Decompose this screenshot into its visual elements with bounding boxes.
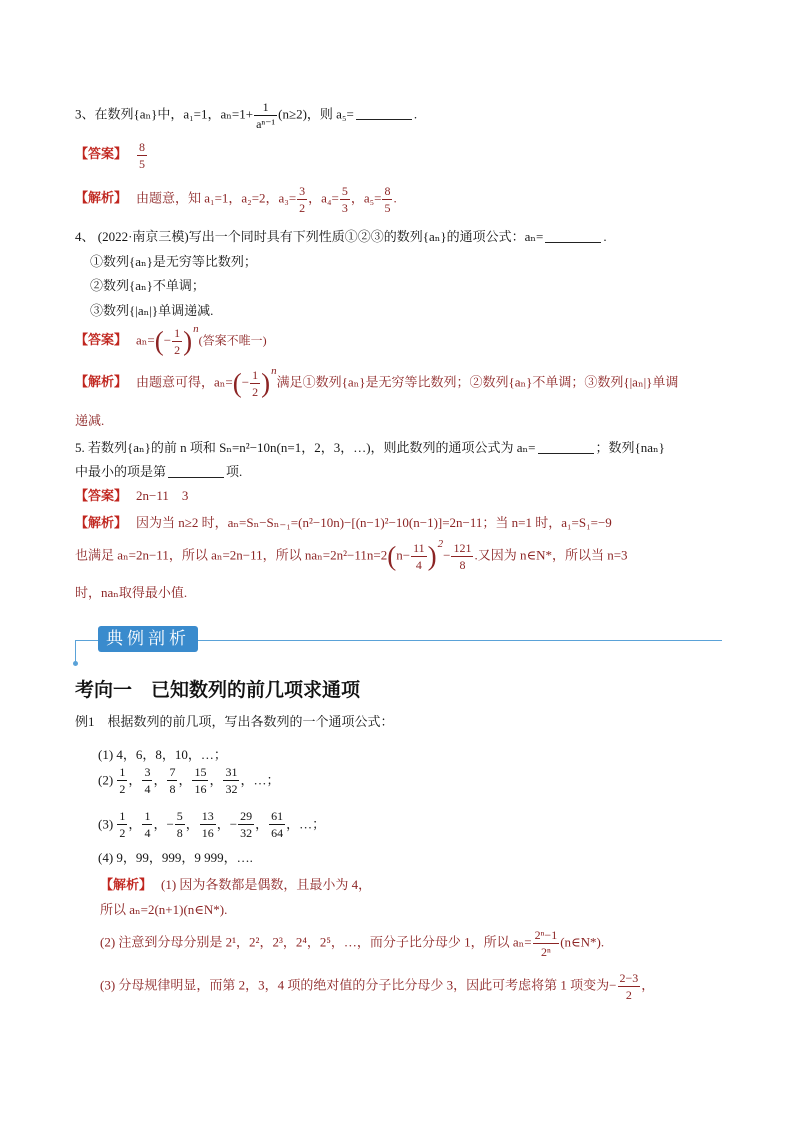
fraction-denominator: 2 bbox=[174, 343, 181, 357]
fraction-denominator: 16 bbox=[194, 782, 207, 796]
section-heading: 考向一 已知数列的前几项求通项 bbox=[75, 679, 361, 701]
minus-sign: − bbox=[163, 332, 172, 348]
example-1-item-1: (1) 4，6，8，10，…； bbox=[98, 747, 227, 762]
fraction bbox=[254, 100, 277, 131]
item-label: (3) bbox=[98, 816, 117, 832]
question-4-analysis-continued: 递减. bbox=[75, 413, 105, 428]
example-1-analysis bbox=[100, 873, 371, 897]
question-5-answer bbox=[75, 484, 188, 508]
right-parenthesis: ) bbox=[261, 368, 271, 398]
fraction-numerator: 3 bbox=[299, 184, 306, 198]
exponent: n bbox=[271, 365, 277, 378]
question-4-stem: 4、 (2022·南京三模)写出一个同时具有下列性质①②③的数列{aₙ}的通项公式：aₙ= bbox=[75, 229, 544, 244]
analysis-text: 因为当 n≥2 时，aₙ=Sₙ−Sₙ₋₁=(n²−10n)−[(n−1)²−10(n−1)]=2n−11；当 n=1 时，a₁=S₁=−9 bbox=[136, 515, 612, 530]
analysis-text: 也满足 aₙ=2n−11，所以 aₙ=2n−11，所以 naₙ=2n²−11n=2 bbox=[75, 547, 388, 563]
answer-note: (答案不唯一) bbox=[198, 333, 267, 348]
fraction-numerator: 8 bbox=[384, 184, 391, 198]
fraction bbox=[269, 809, 285, 840]
fraction bbox=[117, 809, 127, 840]
fraction-numerator: 31 bbox=[225, 765, 238, 779]
fraction-numerator: 8 bbox=[139, 140, 146, 154]
example-1-item-3 bbox=[98, 809, 325, 840]
answer-fraction bbox=[137, 140, 147, 171]
fraction bbox=[238, 809, 254, 840]
separator: ， bbox=[128, 816, 142, 832]
punctuation: . bbox=[603, 229, 607, 244]
fraction bbox=[175, 809, 185, 840]
fraction-denominator: 64 bbox=[271, 826, 284, 840]
fraction bbox=[167, 765, 177, 796]
fraction-numerator: 13 bbox=[201, 809, 214, 823]
fraction-numerator: 2−3 bbox=[619, 971, 639, 985]
question-5-stem-part: ；数列{naₙ} bbox=[595, 440, 665, 455]
fraction bbox=[117, 765, 127, 796]
separator: ，− bbox=[216, 816, 238, 832]
fraction-denominator: 2 bbox=[299, 201, 306, 215]
fraction-denominator: 3 bbox=[341, 201, 348, 215]
fraction bbox=[533, 928, 560, 959]
fraction-numerator: 15 bbox=[194, 765, 207, 779]
exponent: 2 bbox=[437, 538, 444, 551]
question-3-condition: (n≥2)，则 a₅= bbox=[278, 106, 354, 122]
analysis-text: ，a₄= bbox=[308, 190, 339, 206]
fraction bbox=[142, 765, 152, 796]
property-2: ②数列{aₙ}不单调； bbox=[90, 278, 205, 293]
property-1: ①数列{aₙ}是无穷等比数列； bbox=[90, 254, 257, 269]
question-5-stem-part: 中最小的项是第 bbox=[75, 464, 167, 479]
minus-sign: − bbox=[241, 374, 250, 390]
answer-label: 【答案】 bbox=[75, 488, 128, 503]
fraction-denominator: 4 bbox=[144, 826, 151, 840]
minus-sign: − bbox=[443, 547, 451, 563]
fraction-numerator: 1 bbox=[144, 809, 151, 823]
fraction-numerator: 5 bbox=[176, 809, 183, 823]
analysis-text: (n∈N*). bbox=[560, 934, 605, 950]
analysis-label: 【解析】 bbox=[75, 190, 128, 206]
fraction-numerator: 7 bbox=[169, 765, 176, 779]
separator: ， bbox=[185, 816, 199, 832]
property-3: ③数列{|aₙ|}单调递减. bbox=[90, 303, 214, 318]
fraction bbox=[142, 809, 152, 840]
analysis-label: 【解析】 bbox=[75, 374, 128, 390]
right-parenthesis: ) bbox=[183, 326, 193, 356]
fraction-denominator: 2 bbox=[119, 826, 126, 840]
fraction-denominator: 4 bbox=[144, 782, 151, 796]
fraction bbox=[200, 809, 216, 840]
question-5-analysis-line-2 bbox=[75, 538, 628, 572]
fraction-numerator: 1 bbox=[252, 368, 259, 382]
exponent: n bbox=[193, 323, 199, 336]
section-divider-dot bbox=[73, 661, 78, 666]
separator: ， bbox=[128, 772, 142, 788]
fraction bbox=[411, 541, 427, 572]
fraction-denominator: 2 bbox=[252, 385, 259, 399]
left-parenthesis: ( bbox=[154, 326, 164, 356]
fraction bbox=[223, 765, 239, 796]
analysis-label: 【解析】 bbox=[100, 877, 153, 892]
fraction-numerator: 121 bbox=[453, 541, 472, 555]
sequence-tail: ，…； bbox=[240, 772, 280, 788]
question-5-continued bbox=[75, 460, 242, 484]
fraction bbox=[618, 971, 641, 1002]
punctuation: . bbox=[413, 106, 418, 122]
fraction-denominator: 5 bbox=[139, 157, 146, 171]
fraction-denominator: 2 bbox=[119, 782, 126, 796]
fraction-denominator: 8 bbox=[169, 782, 176, 796]
example-1-title: 例1 根据数列的前几项，写出各数列的一个通项公式： bbox=[75, 714, 394, 729]
fraction-numerator: 11 bbox=[413, 541, 425, 555]
analysis-text: (1) 因为各数都是偶数，且最小为 4， bbox=[161, 877, 372, 892]
right-parenthesis: ) bbox=[427, 541, 437, 571]
fraction-denominator: 2 bbox=[625, 988, 632, 1002]
analysis-text: 由题意，知 a₁=1，a₂=2，a₃= bbox=[136, 190, 297, 206]
answer-label: 【答案】 bbox=[75, 146, 128, 162]
fraction-denominator: 5 bbox=[384, 201, 391, 215]
question-3-stem: 3、在数列{aₙ}中，a₁=1，aₙ=1+ bbox=[75, 106, 254, 122]
fraction-numerator: 1 bbox=[119, 765, 126, 779]
answer-label: 【答案】 bbox=[75, 332, 128, 348]
fraction bbox=[172, 326, 182, 357]
fraction-numerator: 61 bbox=[271, 809, 284, 823]
example-1-analysis-part-2 bbox=[100, 928, 604, 959]
fraction-denominator: 2ⁿ bbox=[541, 945, 551, 959]
punctuation: ， bbox=[641, 977, 655, 993]
fraction-denominator: 32 bbox=[240, 826, 253, 840]
example-1-analysis-part-3 bbox=[100, 971, 654, 1002]
left-parenthesis: ( bbox=[232, 368, 242, 398]
fraction-numerator: 2ⁿ−1 bbox=[534, 928, 558, 942]
example-1-item-4: (4) 9，99，999，9 999，…. bbox=[98, 850, 253, 865]
question-5-analysis bbox=[75, 511, 612, 535]
analysis-text: (2) 注意到分母分别是 2¹，2²，2³，2⁴，2⁵，…，而分子比分母少 1，所以 aₙ= bbox=[100, 934, 532, 950]
question-4-answer bbox=[75, 323, 267, 357]
fraction-numerator: 1 bbox=[254, 100, 277, 116]
fraction bbox=[451, 541, 473, 572]
answer-blank bbox=[545, 228, 601, 243]
analysis-text: 由题意可得，aₙ= bbox=[136, 374, 233, 390]
question-3-analysis bbox=[75, 184, 397, 215]
punctuation: . bbox=[393, 190, 397, 206]
question-4 bbox=[75, 225, 607, 249]
section-banner: 典例剖析 bbox=[98, 626, 198, 652]
separator: ， bbox=[255, 816, 269, 832]
answer-blank bbox=[538, 439, 594, 454]
item-label: (2) bbox=[98, 772, 117, 788]
analysis-text: 满足①数列{aₙ}是无穷等比数列；②数列{aₙ}不单调；③数列{|aₙ|}单调 bbox=[276, 374, 679, 390]
sequence-tail: ，…； bbox=[286, 816, 326, 832]
separator: ，− bbox=[153, 816, 174, 832]
fraction-numerator: 1 bbox=[174, 326, 181, 340]
separator: ， bbox=[209, 772, 223, 788]
question-4-analysis bbox=[75, 365, 679, 399]
question-3 bbox=[75, 100, 417, 131]
example-1-item-2 bbox=[98, 765, 280, 796]
answer-blank bbox=[356, 105, 412, 120]
fraction-numerator: 5 bbox=[341, 184, 348, 198]
answer-text: 2n−11 3 bbox=[136, 488, 189, 503]
analysis-label: 【解析】 bbox=[75, 515, 128, 530]
fraction bbox=[250, 368, 260, 399]
fraction-numerator: 29 bbox=[240, 809, 253, 823]
analysis-text: n− bbox=[396, 547, 411, 563]
fraction-denominator: 16 bbox=[201, 826, 214, 840]
example-1-analysis-line-2: 所以 aₙ=2(n+1)(n∈N*). bbox=[100, 902, 228, 917]
analysis-text: (3) 分母规律明显，而第 2，3，4 项的绝对值的分子比分母少 3，因此可考虑将第 1 项变为− bbox=[100, 977, 617, 993]
fraction bbox=[382, 184, 392, 215]
question-5 bbox=[75, 436, 665, 460]
analysis-text: .又因为 n∈N*，所以当 n=3 bbox=[474, 547, 628, 563]
question-5-stem: 5. 若数列{aₙ}的前 n 项和 Sₙ=n²−10n(n=1，2，3，…)，则此数列的通项公式为 aₙ= bbox=[75, 440, 536, 455]
separator: ， bbox=[178, 772, 192, 788]
fraction-numerator: 1 bbox=[119, 809, 126, 823]
fraction bbox=[297, 184, 307, 215]
fraction-denominator: 8 bbox=[176, 826, 183, 840]
left-parenthesis: ( bbox=[387, 541, 397, 571]
answer-text: aₙ= bbox=[136, 332, 155, 348]
fraction-denominator: 32 bbox=[225, 782, 238, 796]
question-3-answer bbox=[75, 140, 148, 171]
fraction-denominator: aⁿ⁻¹ bbox=[256, 117, 276, 131]
answer-blank bbox=[168, 463, 224, 478]
question-5-stem-part: 项. bbox=[226, 464, 243, 479]
analysis-text: ，a₅= bbox=[350, 190, 382, 206]
fraction-denominator: 4 bbox=[415, 558, 422, 572]
fraction bbox=[340, 184, 350, 215]
fraction-denominator: 8 bbox=[459, 558, 466, 572]
separator: ， bbox=[153, 772, 167, 788]
fraction bbox=[192, 765, 208, 796]
fraction-numerator: 3 bbox=[144, 765, 151, 779]
question-5-analysis-line-3: 时，naₙ取得最小值. bbox=[75, 585, 188, 600]
